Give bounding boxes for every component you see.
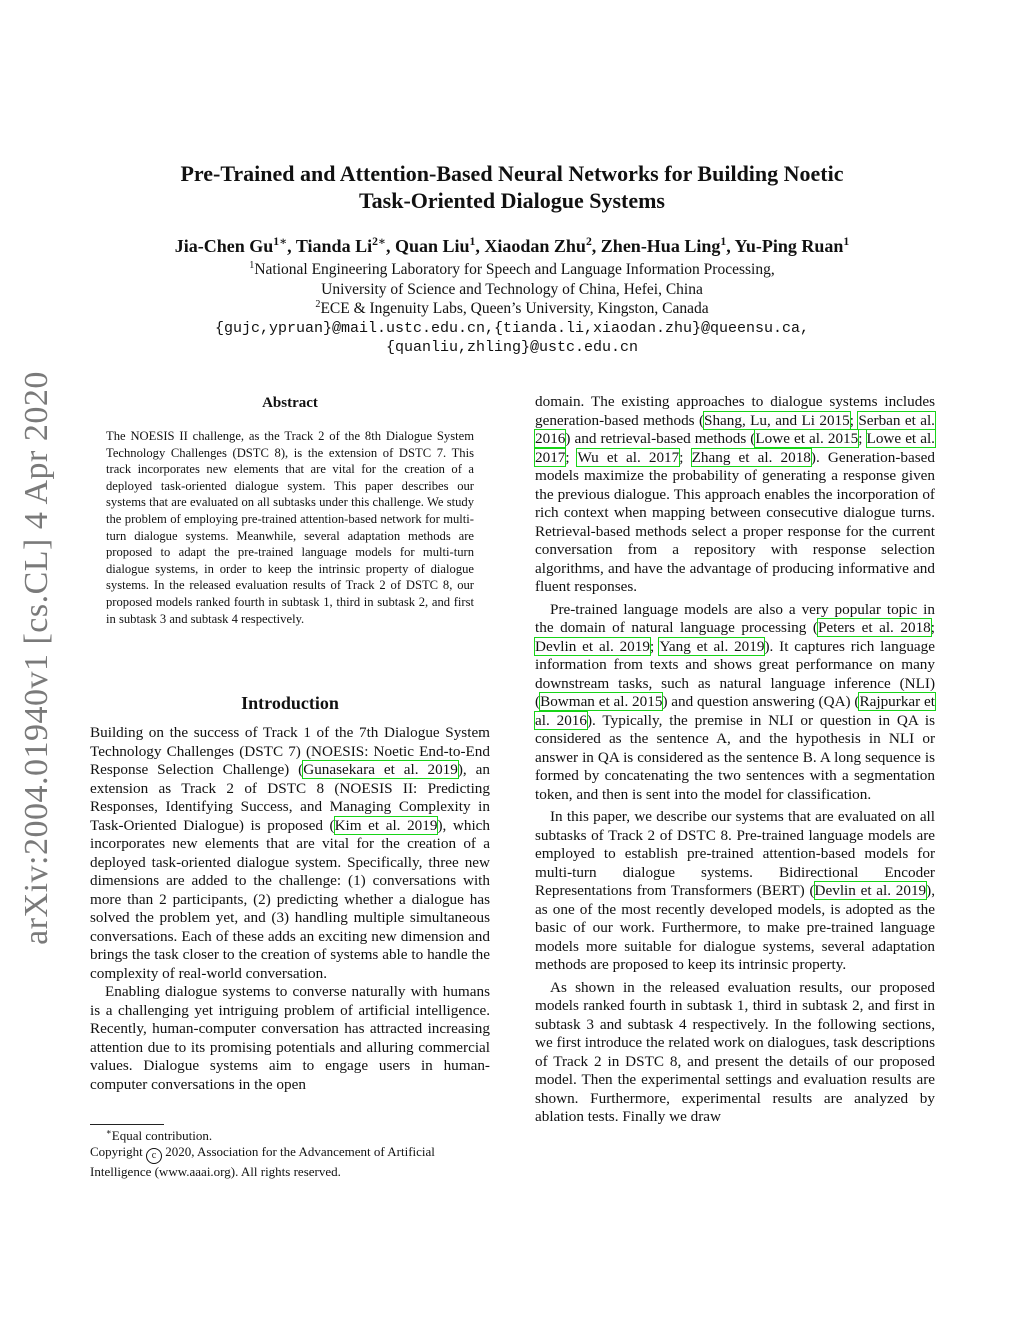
text-run: ). Typically, the premise in NLI or question in QA is considered as the sentence A, and the hypothesis in NLI or answer in QA is considered as the sentence B. A long sequence is formed by concatenating the two sentences with a segmentation token, and then is sent into the model for classification. [535, 711, 935, 803]
intro-paragraph-1 [90, 724, 490, 983]
email-line-1: {gujc,ypruan}@mail.ustc.edu.cn,{tianda.li,xiaodan.zhu}@queensu.ca, [214, 319, 810, 337]
footnote-rule [90, 1124, 164, 1125]
footnote-mark: ∗ [106, 1126, 112, 1137]
text-run: ; [679, 448, 692, 466]
author-mark: 1 [843, 235, 850, 248]
affiliation-1 [100, 260, 924, 280]
arxiv-sidebar-stamp [12, 358, 62, 958]
copyright-notice [90, 1144, 490, 1180]
intro-paragraph-5: As shown in the released evaluation results, our proposed models ranked fourth in subtask 1, third in subtask 2, and first in subtask 3 and subtask 4 respectively. In the following sections, we first introduce the related work on dialogues, task descriptions of Track 2 in DSTC 8, and present the details of our proposed model. Then the experimental settings and evaluation results are shown. Furthermore, experimental results are analyzed by ablation tests. Finally we draw [535, 978, 935, 1125]
citation-link[interactable]: Kim et al. 2019 [334, 816, 438, 834]
citation-link[interactable]: Devlin et al. 2019 [814, 882, 927, 899]
copyright-symbol: c [146, 1148, 162, 1164]
citation-link[interactable]: Devlin et al. 2019 [535, 637, 650, 655]
text-run: ) and retrieval-based methods ( [565, 430, 756, 447]
citation-link[interactable]: Gunasekara et al. 2019 [303, 761, 458, 778]
text-run: ; [849, 411, 859, 429]
citation-link[interactable]: Yang et al. 2019 [659, 637, 765, 655]
author-list: Jia-Chen $Gu^{1∗}$, Tianda $Li^{2∗}$, Quan Liu$^1$, Xiaodan Zhu$^2$, Zhen-Hua Ling$^1$, Yu-Ping Ruan$^1$ [174, 235, 850, 256]
abstract-body: The NOESIS II challenge, as the Track 2 of the 8th Dialogue System Technology Challenges (DSTC 8), is the extension of DSTC 7. This track incorporates new elements that are vital for the creation of a deployed task-oriented dialogue system. This paper describes our systems that are evaluated on all subtasks under this challenge. We study the problem of employing pre-trained attention-based network for multi-turn dialogue systems. Meanwhile, several adaptation methods are proposed to adapt the pre-trained language models for multi-turn dialogue systems, in order to keep the intrinsic property of dialogue systems. In the released evaluation results of Track 2 of DSTC 8, our proposed models ranked fourth in subtask 1, third in subtask 2, and first in subtask 3 and subtask 4 respectively. [106, 429, 474, 626]
author-mark: 1 [469, 235, 476, 248]
author-mark: 2∗ [372, 235, 386, 248]
text-run: ). Generation-based models maximize the probability of generating a response given the previous dialogue. This approach enables the incorporation of rich context when mapping between consecutive dialogue turns. Retrieval-based methods select a proper response for the current conversation from a repository with response selection algorithms, and have the advantage of producing informative and fluent responses. [535, 448, 935, 595]
text-run: ), which incorporates new elements that are vital for the creation of a deployed task-oriented dialogue system. Specifically, three new dimensions are added to the challenge: (1) conversations with more than 2 participants, (2) predicting whether a dialogue has solved the problem yet, and (3) handling multiple simultaneous conversations. Each of these adds an exciting new dimension and brings the task closer to the creation of systems able to handle the complexity of real-world conversation. [90, 816, 491, 982]
copyright-text: 2020, Association for the Advancement of Artificial Intelligence (www.aaai.org). All rights reserved. [90, 1144, 435, 1179]
author-mark: 2 [585, 235, 592, 248]
arxiv-id: arXiv:2004.01940v1 [cs.CL] 4 Apr 2020 [18, 371, 55, 945]
intro-paragraph-2-continued [535, 393, 935, 597]
citation-link[interactable]: Lowe et al. 2015 [755, 430, 859, 447]
text-run: ), an extension as Track 2 of DSTC 8 (NOESIS II: Predicting Responses, Identifying Success, and Managing Complexity in Task-Oriented Dialogue) is proposed ( [90, 761, 490, 834]
copyright-label: Copyright [90, 1144, 143, 1159]
citation-link[interactable]: Bowman et al. 2015 [540, 693, 663, 710]
text-run: ). It captures rich language information from texts and shows great performance on many downstream tasks, such as natural language inference (NLI) ( [535, 637, 935, 710]
author-name: Yu-Ping Ruan [734, 236, 844, 256]
citation-link[interactable]: Lowe et al. 2017 [535, 430, 935, 466]
text-run: In this paper, we describe our systems that are evaluated on all subtasks of Track 2 of DSTC 8. Pre-trained language models are employed to establish pre-trained attention-based models for multi-turn dialogue systems. Bidirectional Encoder Representations from Transformers (BERT) ( [535, 808, 935, 899]
affil-text: ECE & Ingenuity Labs, Queen’s University, Kingston, Canada [320, 300, 709, 317]
abstract-heading: Abstract [262, 395, 318, 411]
affil-text: National Engineering Laboratory for Speech and Language Information Processing, [254, 261, 775, 278]
introduction-heading: Introduction [241, 693, 339, 713]
author-name: Tianda Li [295, 236, 373, 256]
title-line-2: Task-Oriented Dialogue Systems [359, 188, 665, 213]
text-run: Pre-trained language models are also a very popular topic in the domain of natural language processing ( [535, 600, 935, 636]
email-line-2: {quanliu,zhling}@ustc.edu.cn [385, 339, 639, 356]
citation-link[interactable]: Serban et al. 2016 [535, 411, 935, 447]
author-mark: 1 [720, 235, 727, 248]
affil-mark: 2 [315, 298, 321, 310]
intro-paragraph-4 [535, 808, 935, 975]
text-run: ; [649, 637, 660, 655]
intro-paragraph-2: Enabling dialogue systems to converse naturally with humans is a challenging yet intriguing problem of artificial intelligence. Recently, human-computer conversation has attracted increasing attention due to its promising potentials and alluring commercial values. Dialogue systems aim to engage users in human-computer conversations in the open [90, 983, 490, 1093]
text-run: ; [930, 619, 935, 636]
intro-paragraph-3 [535, 601, 935, 805]
citation-link[interactable]: Shang, Lu, and Li 2015 [704, 411, 850, 429]
paper-title [100, 160, 924, 214]
text-run: ) and question answering (QA) ( [662, 693, 860, 710]
author-name: Zhen-Hua Ling [600, 236, 721, 256]
affil-mark: 1 [249, 259, 255, 271]
author-mark: 1∗ [273, 235, 288, 248]
footnotes [90, 1128, 490, 1180]
affiliation-1-cont: University of Science and Technology of China, Hefei, China [321, 280, 703, 298]
affiliation-2 [100, 299, 924, 319]
text-run: Building on the success of Track 1 of the 7th Dialogue System Technology Challenges (DSTC 7) (NOESIS: Noetic End-to-End Response Selection Challenge) ( [90, 724, 490, 778]
footnote-text: Equal contribution. [111, 1128, 213, 1143]
citation-link[interactable]: Wu et al. 2017 [577, 448, 680, 466]
author-name: Jia-Chen Gu [174, 236, 274, 256]
footnote-equal-contribution [90, 1128, 490, 1144]
text-run: domain. The existing approaches to dialogue systems includes generation-based methods ( [535, 393, 935, 429]
text-run: ; [858, 430, 867, 447]
citation-link[interactable]: Peters et al. 2018 [817, 619, 931, 636]
affiliations [100, 260, 924, 358]
citation-link[interactable]: Zhang et al. 2018 [691, 448, 811, 466]
text-run: ), as one of the most recently developed models, is adopted as the basic of our work. Furthermore, to make pre-trained language models more suitable for dialogue systems, several adaptation methods are proposed to keep its intrinsic property. [535, 882, 935, 973]
right-column-body [535, 393, 935, 1127]
title-line-1: Pre-Trained and Attention-Based Neural Networks for Building Noetic [180, 161, 844, 186]
left-column-body [90, 724, 490, 1094]
author-name: Xiaodan Zhu [484, 236, 586, 256]
citation-link[interactable]: Rajpurkar et al. 2016 [535, 693, 935, 729]
author-name: Quan Liu [395, 236, 470, 256]
text-run: ; [565, 448, 578, 466]
